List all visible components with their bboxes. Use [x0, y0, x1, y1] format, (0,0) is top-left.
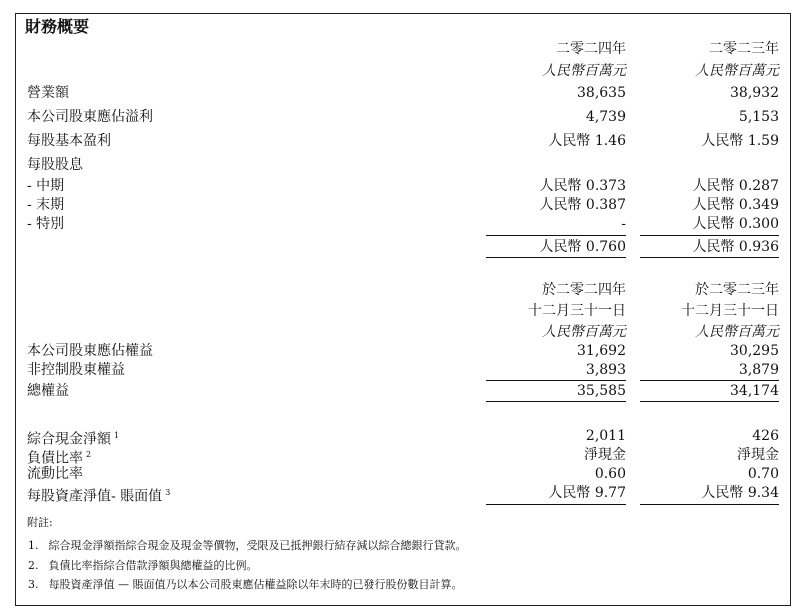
- equity-shareholders-2023: 30,295: [730, 343, 779, 359]
- total-equity-2024: 35,585: [577, 383, 626, 399]
- note-item-2: 2. 負債比率指綜合借款淨額與總權益的比例。: [28, 559, 258, 572]
- row-label-eps: 每股基本盈利: [27, 133, 111, 149]
- equity-subtotal-line-1: [486, 380, 626, 381]
- row-label-dividend: 每股股息: [27, 157, 83, 173]
- equity-shareholders-2024: 31,692: [577, 343, 626, 359]
- row-label-current-ratio: 流動比率: [27, 466, 83, 482]
- eps-2023: 人民幣 1.59: [701, 133, 779, 149]
- nav-per-share-2023: 人民幣 9.34: [701, 485, 779, 501]
- ratio-end-line-2: [640, 504, 779, 505]
- row-label-equity-shareholders: 本公司股東應佔權益: [27, 343, 153, 359]
- page-title: 財務概要: [25, 17, 90, 36]
- gearing-2024: 淨現金: [584, 447, 626, 463]
- col2-unit-header: 人民幣百萬元: [695, 63, 779, 79]
- dividend-subtotal-line-1: [486, 235, 626, 236]
- nav-per-share-2024: 人民幣 9.77: [548, 485, 626, 501]
- noncontrolling-2023: 3,879: [738, 362, 779, 378]
- note-item-1: 1. 綜合現金淨額指綜合現金及現金等價物，受限及已抵押銀行結存減以綜合總銀行貸款。: [28, 539, 467, 552]
- dividend-total-2024: 人民幣 0.760: [539, 239, 626, 255]
- eps-2024: 人民幣 1.46: [548, 133, 626, 149]
- gearing-2023: 淨現金: [737, 447, 779, 463]
- dividend-total-line-2: [640, 257, 779, 258]
- col2-date-line1: 於二零二三年: [695, 282, 779, 298]
- row-label-noncontrolling: 非控制股東權益: [27, 362, 125, 378]
- dividend-special-label: - 特別: [27, 216, 65, 232]
- row-label-net-cash: 綜合現金淨額 $^1$: [27, 431, 120, 448]
- dividend-special-2023: 人民幣 0.300: [692, 216, 779, 232]
- equity-total-line-2: [640, 401, 779, 402]
- ratio-end-line-1: [486, 504, 626, 505]
- revenue-2023: 38,932: [730, 85, 779, 101]
- dividend-interim-2024: 人民幣 0.373: [539, 178, 626, 194]
- summary-frame: [15, 13, 791, 606]
- profit-2023: 5,153: [738, 109, 779, 125]
- dividend-interim-label: - 中期: [27, 178, 65, 194]
- col1-year-header: 二零二四年: [556, 41, 626, 57]
- dividend-final-2023: 人民幣 0.349: [692, 197, 779, 213]
- row-label-revenue: 營業額: [27, 85, 69, 101]
- net-cash-2023: 426: [752, 428, 779, 444]
- equity-total-line-1: [486, 401, 626, 402]
- col2-unit-header-2: 人民幣百萬元: [695, 324, 779, 340]
- current-ratio-2024: 0.60: [594, 466, 626, 482]
- notes-heading: 附註:: [27, 516, 53, 529]
- col1-date-line2: 十二月三十一日: [528, 303, 626, 319]
- current-ratio-2023: 0.70: [747, 466, 779, 482]
- dividend-total-2023: 人民幣 0.936: [692, 239, 779, 255]
- row-label-gearing: 負債比率 $^2$: [27, 450, 92, 467]
- noncontrolling-2024: 3,893: [585, 362, 626, 378]
- row-label-nav-per-share: 每股資產淨值- 賬面值 $^3$: [27, 488, 171, 505]
- col1-unit-header-2: 人民幣百萬元: [542, 324, 626, 340]
- equity-subtotal-line-2: [640, 380, 779, 381]
- total-equity-2023: 34,174: [730, 383, 779, 399]
- dividend-final-label: - 末期: [27, 197, 65, 213]
- dividend-special-2024: -: [621, 216, 626, 232]
- revenue-2024: 38,635: [577, 85, 626, 101]
- dividend-final-2024: 人民幣 0.387: [539, 197, 626, 213]
- net-cash-2024: 2,011: [585, 428, 626, 444]
- row-label-profit: 本公司股東應佔溢利: [27, 109, 153, 125]
- dividend-subtotal-line-2: [640, 235, 779, 236]
- dividend-interim-2023: 人民幣 0.287: [692, 178, 779, 194]
- col2-year-header: 二零二三年: [709, 41, 779, 57]
- col1-unit-header: 人民幣百萬元: [542, 63, 626, 79]
- col1-date-line1: 於二零二四年: [542, 282, 626, 298]
- col2-date-line2: 十二月三十一日: [681, 303, 779, 319]
- dividend-total-line-1: [486, 257, 626, 258]
- row-label-total-equity: 總權益: [27, 383, 69, 399]
- note-item-3: 3. 每股資產淨值 — 賬面值乃以本公司股東應佔權益除以年末時的已發行股份數目計算。: [28, 578, 463, 591]
- profit-2024: 4,739: [585, 109, 626, 125]
